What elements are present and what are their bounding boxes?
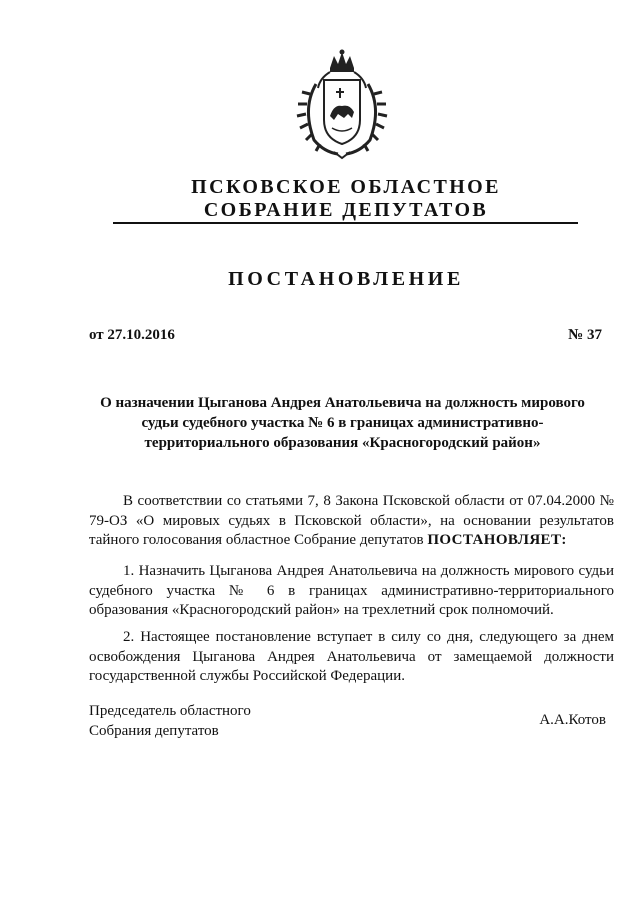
org-name-line2: СОБРАНИЕ ДЕПУТАТОВ <box>203 199 489 221</box>
coat-of-arms-icon <box>296 48 388 160</box>
signatory-title-line1: Председатель областного <box>89 703 251 719</box>
signatory-title-line2: Собрания депутатов <box>89 722 219 739</box>
signatory-title <box>89 702 251 741</box>
org-name-line1: ПСКОВСКОЕ ОБЛАСТНОЕ <box>191 176 501 198</box>
item-1-paragraph: 1. Назначить Цыганова Андрея Анатольевича на должность мирового судьи судебного участка № 6 в границах административно-территориального образования «Красногородский район» на трехлетний срок полномочий. <box>89 563 614 618</box>
preamble-text: В соответствии со статьями 7, 8 Закона Псковской области от 07.04.2000 № 79-ОЗ «О мировых судьях в Псковской области», на основании результатов тайного голосования областное Собрание депутатов <box>89 493 614 548</box>
item-2-paragraph: 2. Настоящее постановление вступает в силу со дня, следующего за днем освобождения Цыганова Андрея Анатольевича от замещаемой должности государственной службы Российской Федерации. <box>89 629 614 684</box>
document-type: ПОСТАНОВЛЕНИЕ <box>228 268 464 290</box>
signatory-name: А.А.Котов <box>539 712 606 728</box>
resolves-keyword: ПОСТАНОВЛЯЕТ: <box>427 532 567 548</box>
preamble-paragraph <box>89 492 614 551</box>
document-subject: О назначении Цыганова Андрея Анатольевича на должность мирового судьи судебного участка № 6 в границах административно-территориального образования «Красногородский район» <box>100 395 585 451</box>
header-divider <box>113 222 578 224</box>
document-number: № 37 <box>568 327 602 343</box>
document-date: от 27.10.2016 <box>89 327 175 343</box>
